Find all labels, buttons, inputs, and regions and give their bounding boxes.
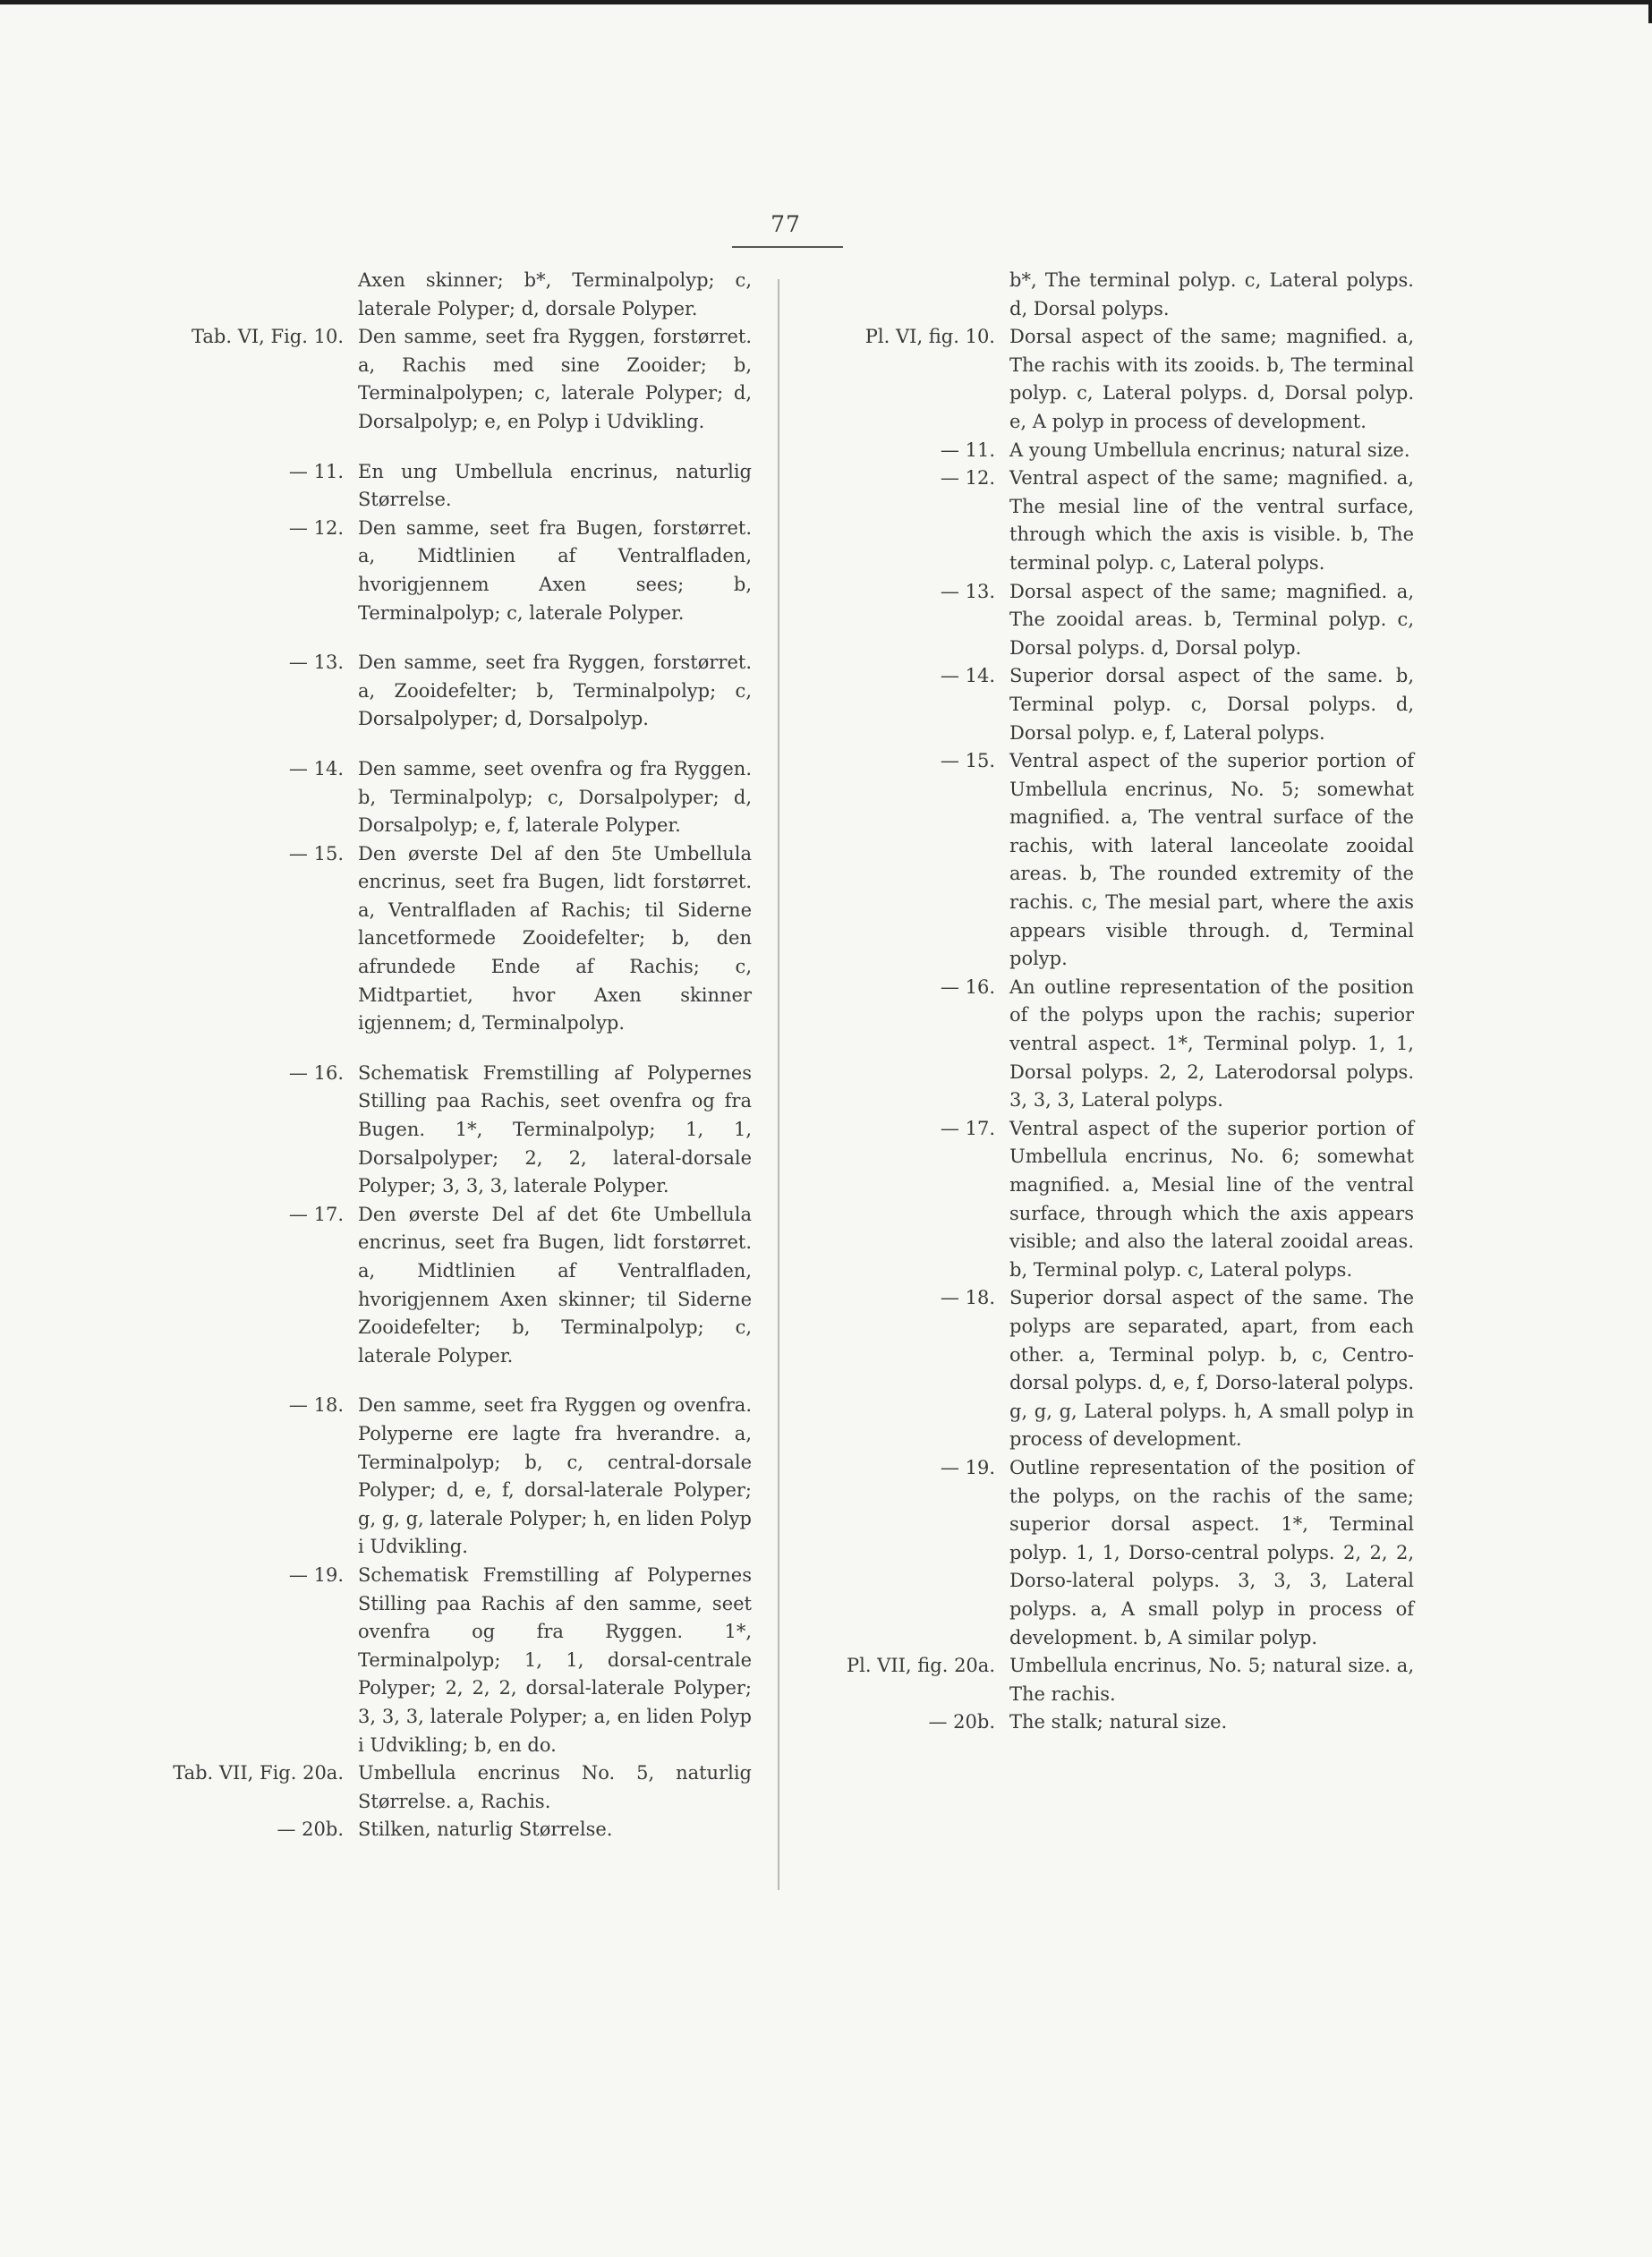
- caption-text: The stalk; natural size.: [1009, 1711, 1228, 1733]
- caption-text: Schematisk Fremstilling af Polypernes Stilling paa Rachis, seet ovenfra og fra Bugen. 1*, Terminalpolyp; 1, 1, Dorsalpolyper; 2, 2, lateral-dorsale Polyper; 3, 3, 3, laterale Polyper.: [358, 1061, 752, 1197]
- caption-text: b*, The terminal polyp. c, Lateral polyps. d, Dorsal polyps.: [1009, 269, 1414, 319]
- caption-entry: [788, 974, 1414, 1115]
- caption-entry: [788, 1284, 1414, 1454]
- caption-entry: [788, 578, 1414, 663]
- caption-entry: [143, 323, 752, 436]
- caption-text: Den øverste Del af det 6te Umbellula encrinus, seet fra Bugen, lidt forstørret. a, Midtlinien af Ventralfladen, hvorigjennem Axen skinner; til Siderne Zooidefelter; b, Terminalpolyp; c, laterale Polyper.: [358, 1203, 752, 1367]
- column-divider: [778, 279, 779, 1890]
- caption-text: Ventral aspect of the superior portion of Umbellula encrinus, No. 5; somewhat magnified. a, The ventral surface of the rachis, with lateral lanceolate zooidal areas. b, The rounded extremity of the rachis. c, The mesial part, where the axis appears visible through. d, Terminal polyp.: [1009, 750, 1414, 970]
- caption-entry: [788, 1652, 1414, 1708]
- figure-label: — 18.: [940, 1287, 995, 1309]
- page-number: 77: [771, 211, 801, 237]
- figure-label: — 11.: [288, 460, 344, 482]
- caption-text: An outline representation of the position of the polyps upon the rachis; superior ventral aspect. 1*, Terminal polyp. 1, 1, Dorsal polyps. 2, 2, Laterodorsal polyps. 3, 3, 3, Lateral polyps.: [1009, 975, 1414, 1111]
- figure-label: — 19.: [940, 1456, 995, 1478]
- caption-entry: [788, 464, 1414, 577]
- caption-text: Axen skinner; b*, Terminalpolyp; c, laterale Polyper; d, dorsale Polyper.: [358, 269, 752, 319]
- caption-text: Den øverste Del af den 5te Umbellula encrinus, seet fra Bugen, lidt forstørret. a, Ventralfladen af Rachis; til Siderne lancetformede Zooidefelter; b, den afrundede Ende af Rachis; c, Midtpartiet, hvor Axen skinner igjennem; d, Terminalpolyp.: [358, 842, 752, 1035]
- figure-label: — 11.: [940, 439, 995, 461]
- figure-label: [788, 267, 1009, 323]
- caption-entry: [143, 1562, 752, 1759]
- caption-text: Den samme, seet fra Ryggen og ovenfra. Polyperne ere lagte fra hverandre. a, Terminalpolyp; b, c, central-dorsale Polyper; d, e, f, dorsal-laterale Polyper; g, g, g, laterale Polyper; h, en liden Polyp i Udvikling.: [358, 1394, 752, 1558]
- caption-entry: [143, 1759, 752, 1816]
- caption-entry: [143, 1816, 752, 1844]
- caption-entry: [788, 747, 1414, 974]
- caption-text: En ung Umbellula encrinus, naturlig Størrelse.: [358, 460, 752, 511]
- figure-label: — 19.: [288, 1563, 344, 1586]
- figure-label: — 14.: [940, 665, 995, 687]
- caption-text: Umbellula encrinus No. 5, naturlig Størrelse. a, Rachis.: [358, 1762, 752, 1812]
- left-column-norwegian: [143, 267, 752, 1844]
- caption-entry: [788, 323, 1414, 436]
- caption-entry: [788, 662, 1414, 747]
- caption-entry: [143, 1392, 752, 1562]
- figure-label: — 17.: [288, 1203, 344, 1225]
- caption-text: A young Umbellula encrinus; natural size.: [1009, 439, 1410, 461]
- caption-entry: [788, 1454, 1414, 1652]
- figure-label: [143, 267, 358, 323]
- caption-text: Outline representation of the position of the polyps, on the rachis of the same; superior dorsal aspect. 1*, Terminal polyp. 1, 1, Dorso-central polyps. 2, 2, 2, Dorso-lateral polyps. 3, 3, 3, Lateral polyps. a, A small polyp in process of development. b, A similar polyp.: [1009, 1456, 1414, 1648]
- figure-label: — 20b.: [277, 1818, 344, 1841]
- caption-text: Ventral aspect of the same; magnified. a, The mesial line of the ventral surface, through which the axis is visible. b, The terminal polyp. c, Lateral polyps.: [1009, 467, 1414, 574]
- caption-text: Superior dorsal aspect of the same. The polyps are separated, apart, from each other. a, Terminal polyp. b, c, Centro-dorsal polyps. d, e, f, Dorso-lateral polyps. g, g, g, Lateral polyps. h, A small polyp in process of development.: [1009, 1287, 1414, 1451]
- figure-label: — 13.: [288, 652, 344, 674]
- caption-text: Umbellula encrinus, No. 5; natural size. a, The rachis.: [1009, 1655, 1414, 1705]
- caption-text: Dorsal aspect of the same; magnified. a, The zooidal areas. b, Terminal polyp. c, Dorsal polyps. d, Dorsal polyp.: [1009, 580, 1414, 659]
- caption-text: Den samme, seet fra Ryggen, forstørret. a, Zooidefelter; b, Terminalpolyp; c, Dorsalpolyper; d, Dorsalpolyp.: [358, 652, 752, 730]
- caption-entry: [788, 267, 1414, 323]
- caption-entry: [143, 755, 752, 840]
- caption-entry: [143, 515, 752, 627]
- caption-text: Ventral aspect of the superior portion of Umbellula encrinus, No. 6; somewhat magnified. a, Mesial line of the ventral surface, through which the axis appears visible; and also the lateral zooidal areas. b, Terminal polyp. c, Lateral polyps.: [1009, 1117, 1414, 1281]
- figure-label: — 13.: [940, 580, 995, 602]
- right-column-english: [788, 267, 1414, 1737]
- figure-label: Pl. VI, fig. 10.: [864, 326, 995, 348]
- figure-label: — 12.: [288, 516, 344, 539]
- figure-label: — 16.: [940, 975, 995, 998]
- figure-label: Tab. VI, Fig. 10.: [192, 326, 344, 348]
- figure-label: — 14.: [288, 757, 344, 779]
- caption-text: Superior dorsal aspect of the same. b, Terminal polyp. c, Dorsal polyps. d, Dorsal polyp. e, f, Lateral polyps.: [1009, 665, 1414, 744]
- scan-edge-right: [1648, 0, 1652, 23]
- caption-entry: [143, 267, 752, 323]
- figure-label: — 18.: [288, 1394, 344, 1417]
- caption-entry: [143, 840, 752, 1038]
- caption-entry: [143, 1201, 752, 1371]
- figure-label: — 16.: [288, 1061, 344, 1084]
- caption-entry: [143, 649, 752, 734]
- figure-label: — 20b.: [928, 1711, 995, 1733]
- figure-label: — 15.: [940, 750, 995, 772]
- page-number-rule: [732, 246, 843, 248]
- figure-label: — 12.: [940, 467, 995, 490]
- caption-entry: [143, 1060, 752, 1201]
- caption-text: Dorsal aspect of the same; magnified. a, The rachis with its zooids. b, The terminal polyp. c, Lateral polyps. d, Dorsal polyp. e, A polyp in process of development.: [1009, 326, 1414, 432]
- figure-label: Pl. VII, fig. 20a.: [846, 1655, 995, 1677]
- figure-label: Tab. VII, Fig. 20a.: [173, 1762, 344, 1784]
- caption-entry: [788, 437, 1414, 465]
- caption-text: Den samme, seet fra Bugen, forstørret. a, Midtlinien af Ventralfladen, hvorigjennem Axen sees; b, Terminalpolyp; c, laterale Polyper.: [358, 516, 752, 624]
- scan-edge-top: [0, 0, 1652, 4]
- caption-text: Den samme, seet ovenfra og fra Ryggen. b, Terminalpolyp; c, Dorsalpolyper; d, Dorsalpolyp; e, f, laterale Polyper.: [358, 757, 752, 837]
- caption-entry: [143, 458, 752, 515]
- figure-label: — 15.: [288, 842, 344, 864]
- caption-text: Schematisk Fremstilling af Polypernes Stilling paa Rachis af den samme, seet ovenfra og fra Ryggen. 1*, Terminalpolyp; 1, 1, dorsal-centrale Polyper; 2, 2, 2, dorsal-laterale Polyper; 3, 3, 3, laterale Polyper; a, en liden Polyp i Udvikling; b, en do.: [358, 1563, 752, 1756]
- caption-entry: [788, 1708, 1414, 1737]
- caption-text: Stilken, naturlig Størrelse.: [358, 1818, 613, 1841]
- caption-entry: [788, 1115, 1414, 1285]
- caption-text: Den samme, seet fra Ryggen, forstørret. a, Rachis med sine Zooider; b, Terminalpolypen; c, laterale Polyper; d, Dorsalpolyp; e, en Polyp i Udvikling.: [358, 326, 752, 432]
- figure-label: — 17.: [940, 1117, 995, 1139]
